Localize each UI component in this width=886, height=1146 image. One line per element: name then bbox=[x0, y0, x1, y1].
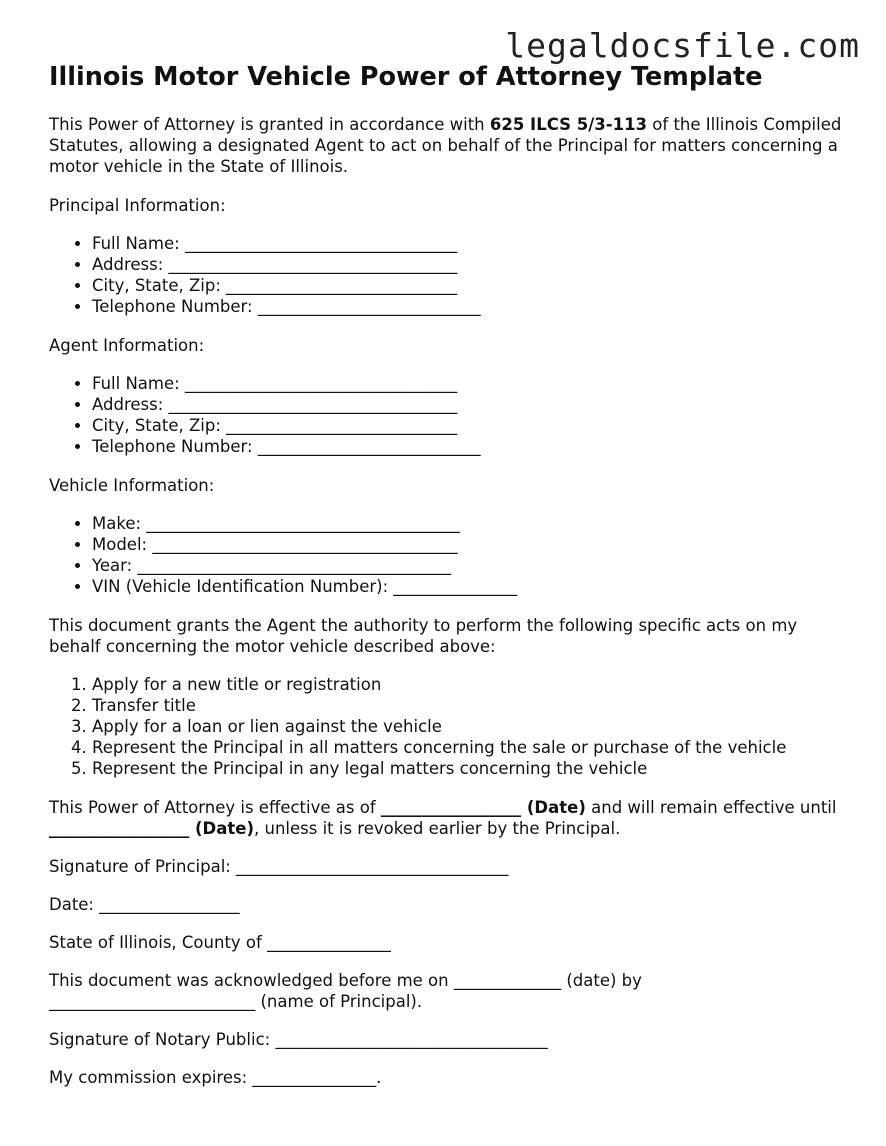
effective-text-2: and will remain effective until bbox=[585, 798, 837, 817]
date-field[interactable]: Date: _________________ bbox=[49, 895, 240, 914]
principal-signature-field[interactable]: Signature of Principal: _________________________________ bbox=[49, 857, 509, 876]
agent-telephone-field[interactable]: • Telephone Number: ___________________________ bbox=[92, 436, 849, 457]
document-page bbox=[49, 60, 849, 1088]
date-label: (Date) bbox=[189, 819, 254, 838]
notary-signature-field[interactable]: Signature of Notary Public: _________________________________ bbox=[49, 1030, 548, 1049]
effective-start-date-field[interactable]: _________________ bbox=[380, 798, 522, 817]
list-item: 4. Represent the Principal in all matters concerning the sale or purchase of the vehicle bbox=[92, 737, 849, 758]
county-field[interactable]: State of Illinois, County of _______________ bbox=[49, 933, 391, 952]
list-item: 2. Transfer title bbox=[92, 695, 849, 716]
vehicle-fields bbox=[49, 513, 849, 597]
principal-city-state-zip-field[interactable]: • City, State, Zip: ____________________________ bbox=[92, 275, 849, 296]
authority-paragraph: This document grants the Agent the authority to perform the following specific acts on my behalf concerning the motor vehicle described above: bbox=[49, 616, 798, 656]
list-item: 5. Represent the Principal in any legal matters concerning the vehicle bbox=[92, 758, 849, 779]
intro-before: This Power of Attorney is granted in accordance with bbox=[49, 115, 490, 134]
principal-address-field[interactable]: • Address: ___________________________________ bbox=[92, 254, 849, 275]
effective-text-1: This Power of Attorney is effective as of bbox=[49, 798, 381, 817]
effective-text-3: , unless it is revoked earlier by the Principal. bbox=[254, 819, 621, 838]
intro-paragraph bbox=[49, 114, 849, 177]
authority-acts-list bbox=[49, 674, 849, 779]
vehicle-heading: Vehicle Information: bbox=[49, 476, 215, 495]
commission-expiry-field[interactable]: My commission expires: _______________. bbox=[49, 1068, 382, 1087]
list-item: 1. Apply for a new title or registration bbox=[92, 674, 849, 695]
principal-full-name-field[interactable]: • Full Name: _________________________________ bbox=[92, 233, 849, 254]
principal-fields bbox=[49, 233, 849, 317]
principal-telephone-field[interactable]: • Telephone Number: ___________________________ bbox=[92, 296, 849, 317]
acknowledgment-date-line[interactable]: This document was acknowledged before me on _____________ (date) by bbox=[49, 971, 642, 990]
intro-after: of the Illinois Compiled Statutes, allowing a designated Agent to act on behalf of the Principal for matters concerning a motor vehicle in the State of Illinois. bbox=[49, 115, 842, 176]
vehicle-model-field[interactable]: • Model: _____________________________________ bbox=[92, 534, 849, 555]
agent-city-state-zip-field[interactable]: • City, State, Zip: ____________________________ bbox=[92, 415, 849, 436]
vehicle-year-field[interactable]: • Year: ______________________________________ bbox=[92, 555, 849, 576]
page-title: Illinois Motor Vehicle Power of Attorney Template bbox=[49, 62, 763, 92]
vehicle-vin-field[interactable]: • VIN (Vehicle Identification Number): _______________ bbox=[92, 576, 849, 597]
date-label: (Date) bbox=[521, 798, 586, 817]
acknowledgment-paragraph bbox=[49, 970, 849, 1012]
agent-heading: Agent Information: bbox=[49, 336, 205, 355]
agent-address-field[interactable]: • Address: ___________________________________ bbox=[92, 394, 849, 415]
principal-heading: Principal Information: bbox=[49, 196, 226, 215]
agent-full-name-field[interactable]: • Full Name: _________________________________ bbox=[92, 373, 849, 394]
effective-paragraph bbox=[49, 797, 849, 839]
agent-fields bbox=[49, 373, 849, 457]
acknowledgment-principal-name-line[interactable]: _________________________ (name of Principal). bbox=[49, 992, 423, 1011]
vehicle-make-field[interactable]: • Make: ______________________________________ bbox=[92, 513, 849, 534]
list-item: 3. Apply for a loan or lien against the vehicle bbox=[92, 716, 849, 737]
statute-reference: 625 ILCS 5/3-113 bbox=[489, 115, 648, 134]
watermark: legaldocsfile.com bbox=[505, 26, 860, 65]
effective-end-date-field[interactable]: _________________ bbox=[49, 819, 190, 838]
